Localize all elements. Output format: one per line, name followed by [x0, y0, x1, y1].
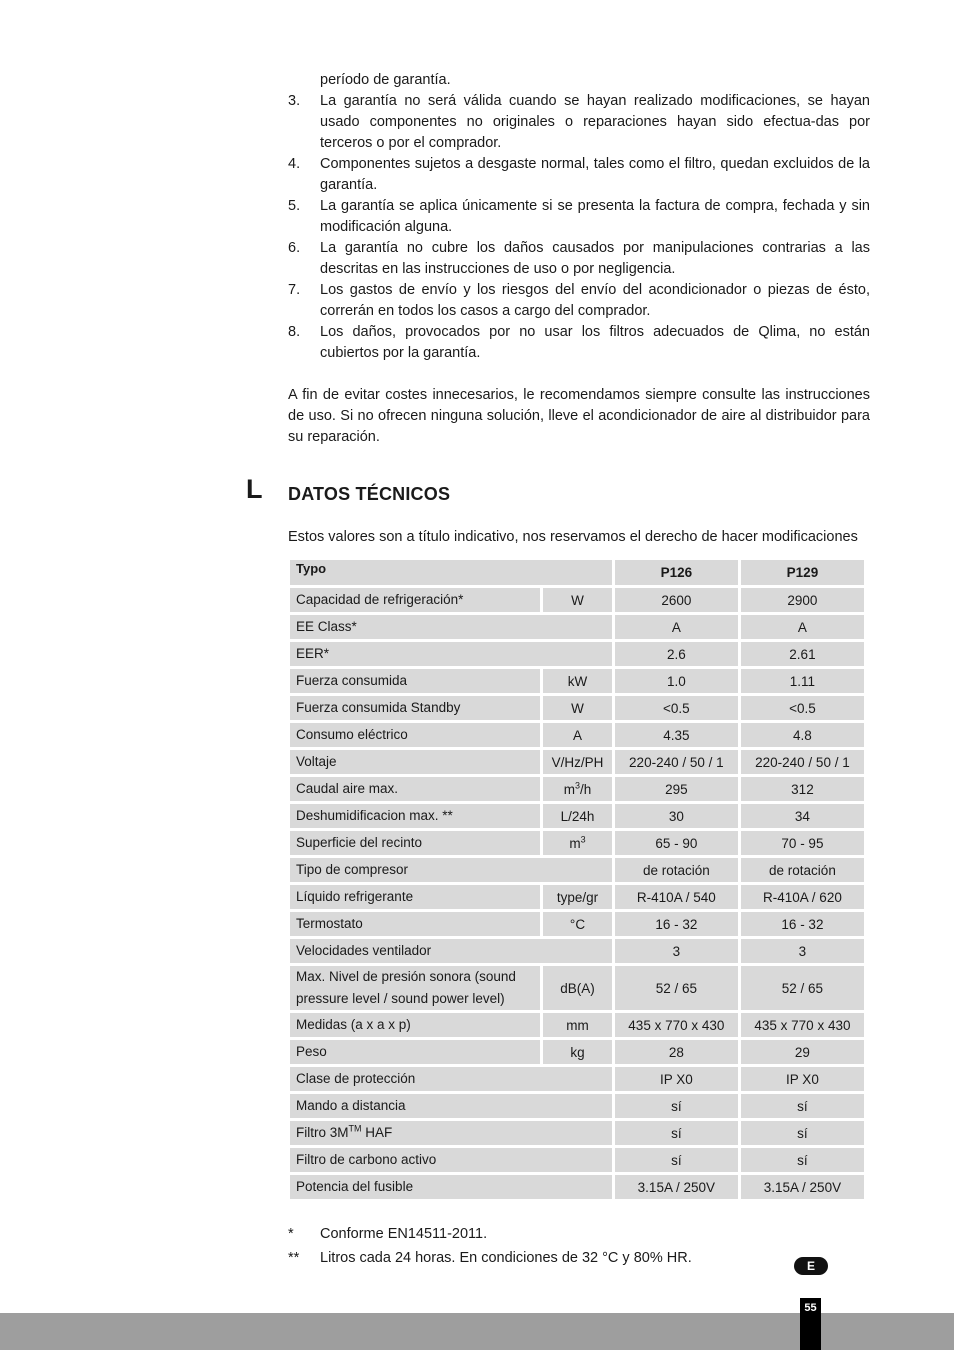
- table-row: [290, 777, 864, 801]
- table-row: [290, 966, 864, 1010]
- language-badge: E: [794, 1257, 828, 1275]
- footnote-1: * Conforme EN14511-2011.: [288, 1226, 488, 1242]
- row-value-p129: 4.8: [741, 723, 864, 747]
- advice-paragraph: A fin de evitar costes innecesarios, le recomendamos siempre consulte las instrucciones de uso. Si no ofrecen ninguna solución, lleve el acondicionador de aire al distribuidor para su reparación.: [288, 387, 870, 445]
- row-value-p129: A: [741, 615, 864, 639]
- row-value-p126: R-410A / 540: [615, 885, 738, 909]
- row-value-p129: 52 / 65: [741, 966, 864, 1010]
- row-label: Voltaje: [290, 750, 540, 774]
- row-value-p126: sí: [615, 1094, 738, 1118]
- row-value-p129: de rotación: [741, 858, 864, 882]
- row-label: Filtro 3M™ HAF: [290, 1121, 612, 1145]
- row-label: Filtro de carbono activo: [290, 1148, 612, 1172]
- section-letter: L: [246, 474, 263, 504]
- row-value-p129: 435 x 770 x 430: [741, 1013, 864, 1037]
- row-value-p126: 435 x 770 x 430: [615, 1013, 738, 1037]
- row-value-p129: 70 - 95: [741, 831, 864, 855]
- table-row: [290, 939, 864, 963]
- table-row: [290, 1175, 864, 1199]
- row-value-p126: 30: [615, 804, 738, 828]
- row-label: Capacidad de refrigeración*: [290, 588, 540, 612]
- row-value-p129: 3: [741, 939, 864, 963]
- row-value-p126: sí: [615, 1148, 738, 1172]
- row-unit: W: [543, 588, 612, 612]
- row-unit: mm: [543, 1013, 612, 1037]
- row-value-p126: 295: [615, 777, 738, 801]
- table-row: [290, 696, 864, 720]
- row-label: Medidas (a x a x p): [290, 1013, 540, 1037]
- row-value-p129: 220-240 / 50 / 1: [741, 750, 864, 774]
- warranty-list: [288, 70, 870, 364]
- row-label: Fuerza consumida Standby: [290, 696, 540, 720]
- row-value-p126: 16 - 32: [615, 912, 738, 936]
- table-row: [290, 912, 864, 936]
- row-value-p129: 3.15A / 250V: [741, 1175, 864, 1199]
- row-value-p129: 2.61: [741, 642, 864, 666]
- row-unit: dB(A): [543, 966, 612, 1010]
- technical-data-table: [287, 557, 867, 1202]
- table-row: [290, 858, 864, 882]
- row-unit: type/gr: [543, 885, 612, 909]
- row-value-p126: A: [615, 615, 738, 639]
- table-row: [290, 615, 864, 639]
- row-value-p129: sí: [741, 1148, 864, 1172]
- row-value-p126: 2.6: [615, 642, 738, 666]
- table-row: [290, 669, 864, 693]
- row-value-p126: 28: [615, 1040, 738, 1064]
- table-row: [290, 831, 864, 855]
- row-label: Clase de protección: [290, 1067, 612, 1091]
- intro-text: Estos valores son a título indicativo, nos reservamos el derecho de hacer modificaciones: [288, 529, 858, 545]
- table-header-row: [290, 560, 864, 585]
- table-row: [290, 804, 864, 828]
- warranty-item-6: 6. La garantía no cubre los daños causados por manipulaciones contrarias a las descritas en las instrucciones de uso o por negligencia.: [288, 240, 870, 277]
- row-value-p129: 34: [741, 804, 864, 828]
- row-value-p126: 52 / 65: [615, 966, 738, 1010]
- warranty-item-8: 8. Los daños, provocados por no usar los filtros adecuados de Qlima, no están cubiertos por la garantía.: [288, 324, 870, 361]
- page-number: 55: [800, 1298, 821, 1350]
- table-row: [290, 723, 864, 747]
- row-label: Max. Nivel de presión sonora (sound pressure level / sound power level): [290, 966, 540, 1010]
- header-typo: Typo: [290, 560, 612, 585]
- row-value-p129: 29: [741, 1040, 864, 1064]
- row-value-p129: 16 - 32: [741, 912, 864, 936]
- row-unit: L/24h: [543, 804, 612, 828]
- row-unit: W: [543, 696, 612, 720]
- row-value-p126: 65 - 90: [615, 831, 738, 855]
- footnote-2: ** Litros cada 24 horas. En condiciones de 32 °C y 80% HR.: [288, 1250, 692, 1266]
- row-label: Fuerza consumida: [290, 669, 540, 693]
- row-unit: A: [543, 723, 612, 747]
- row-value-p126: 4.35: [615, 723, 738, 747]
- row-label: Mando a distancia: [290, 1094, 612, 1118]
- table-row: [290, 750, 864, 774]
- row-unit: °C: [543, 912, 612, 936]
- row-value-p126: 3.15A / 250V: [615, 1175, 738, 1199]
- row-unit: $m^3/h$: [543, 777, 612, 801]
- row-label: Caudal aire max.: [290, 777, 540, 801]
- row-unit: kg: [543, 1040, 612, 1064]
- row-label: Velocidades ventilador: [290, 939, 612, 963]
- header-p126: P126: [615, 560, 738, 585]
- row-label: Consumo eléctrico: [290, 723, 540, 747]
- row-value-p126: 220-240 / 50 / 1: [615, 750, 738, 774]
- table-row: [290, 1094, 864, 1118]
- row-label: Superficie del recinto: [290, 831, 540, 855]
- row-value-p126: <0.5: [615, 696, 738, 720]
- row-value-p126: sí: [615, 1121, 738, 1145]
- warranty-item-4: 4. Componentes sujetos a desgaste normal, tales como el filtro, quedan excluidos de la garantía.: [288, 156, 870, 193]
- row-value-p129: sí: [741, 1094, 864, 1118]
- row-value-p126: 3: [615, 939, 738, 963]
- row-value-p126: de rotación: [615, 858, 738, 882]
- table-row: [290, 1121, 864, 1145]
- warranty-item-5: 5. La garantía se aplica únicamente si se presenta la factura de compra, fechada y sin modificación alguna.: [288, 198, 870, 235]
- row-value-p126: IP X0: [615, 1067, 738, 1091]
- section-title: DATOS TÉCNICOS: [288, 484, 451, 504]
- row-value-p129: sí: [741, 1121, 864, 1145]
- warranty-item-7: 7. Los gastos de envío y los riesgos del envío del acondicionador o piezas de ésto, correrán en todos los casos a cargo del comprador.: [288, 282, 870, 319]
- table-row: [290, 1148, 864, 1172]
- table-row: [290, 1067, 864, 1091]
- table-row: [290, 642, 864, 666]
- table-row: [290, 1013, 864, 1037]
- row-unit: V/Hz/PH: [543, 750, 612, 774]
- row-value-p129: R-410A / 620: [741, 885, 864, 909]
- row-label: Potencia del fusible: [290, 1175, 612, 1199]
- row-value-p129: 1.11: [741, 669, 864, 693]
- warranty-continuation: período de garantía.: [320, 72, 451, 88]
- row-unit: kW: [543, 669, 612, 693]
- row-label: EE Class*: [290, 615, 612, 639]
- table-row: [290, 588, 864, 612]
- row-value-p129: <0.5: [741, 696, 864, 720]
- row-label: Tipo de compresor: [290, 858, 612, 882]
- row-value-p126: 1.0: [615, 669, 738, 693]
- row-value-p129: 2900: [741, 588, 864, 612]
- row-label: Termostato: [290, 912, 540, 936]
- table-row: [290, 1040, 864, 1064]
- row-value-p129: 312: [741, 777, 864, 801]
- row-value-p126: 2600: [615, 588, 738, 612]
- row-value-p129: IP X0: [741, 1067, 864, 1091]
- row-unit: $m^3$: [543, 831, 612, 855]
- table-row: [290, 885, 864, 909]
- row-label: Líquido refrigerante: [290, 885, 540, 909]
- warranty-item-3: 3. La garantía no será válida cuando se hayan realizado modificaciones, se hayan usado componentes no originales o reparaciones hayan sido efectua-das por terceros o por el comprador.: [288, 93, 870, 151]
- row-label: Deshumidificacion max. **: [290, 804, 540, 828]
- row-label: EER*: [290, 642, 612, 666]
- warranty-section: [288, 70, 870, 448]
- row-label: Peso: [290, 1040, 540, 1064]
- header-p129: P129: [741, 560, 864, 585]
